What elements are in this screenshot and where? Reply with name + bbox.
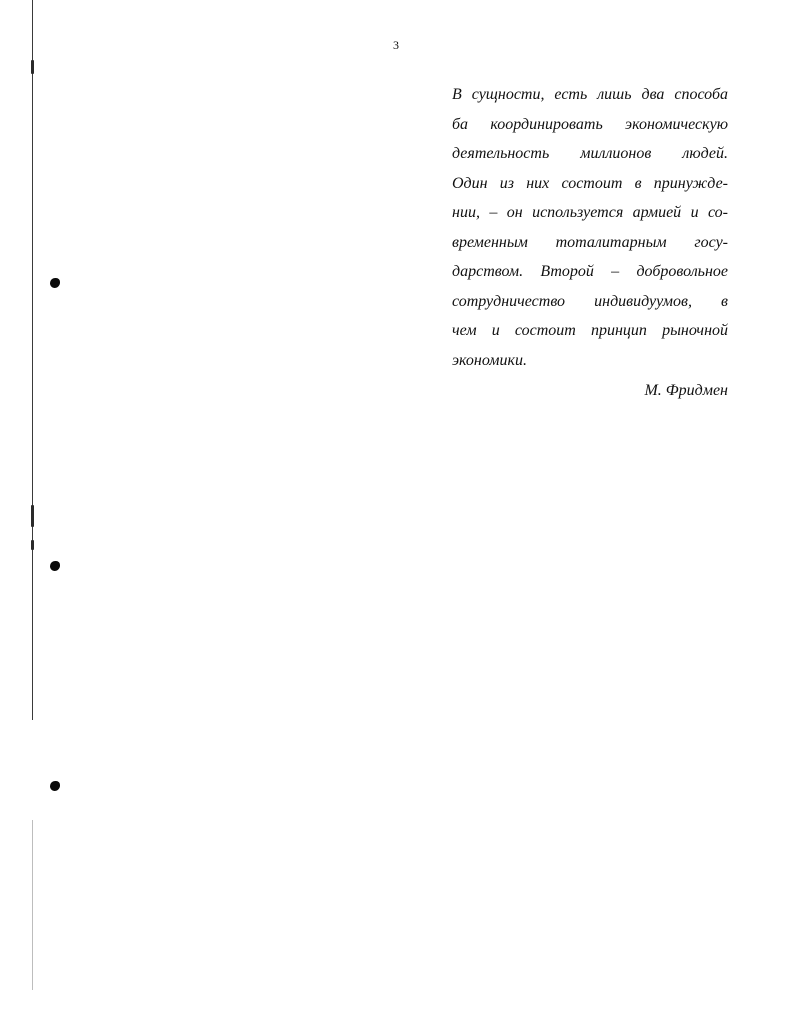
margin-mark — [31, 60, 34, 74]
binding-margin-line — [32, 0, 33, 720]
epigraph-line: В сущности, есть лишь два способа — [452, 86, 728, 103]
page-number: 3 — [393, 38, 399, 52]
epigraph-line: нии, – он используется армией и со- — [452, 204, 728, 221]
epigraph-line: экономики. — [452, 351, 527, 369]
epigraph-line: деятельность миллионов людей. — [452, 145, 728, 162]
epigraph-attribution: М. Фридмен — [644, 382, 728, 399]
epigraph-line: сотрудничество индивидуумов, в — [452, 292, 728, 310]
epigraph-line: временным тоталитарным госу- — [452, 233, 728, 251]
punch-hole-top — [50, 278, 60, 288]
epigraph-line: дарством. Второй – добровольное — [452, 263, 728, 280]
epigraph-line: Один из них состоит в принужде- — [452, 174, 728, 192]
margin-mark — [31, 505, 34, 527]
margin-mark — [31, 540, 34, 550]
epigraph-line: чем и состоит принцип рыночной — [452, 322, 728, 339]
epigraph-quote — [452, 80, 728, 375]
punch-hole-middle — [50, 561, 60, 571]
punch-hole-bottom — [50, 781, 60, 791]
binding-margin-line-faint — [32, 820, 33, 990]
epigraph-line: ба координировать экономическую — [452, 115, 728, 133]
